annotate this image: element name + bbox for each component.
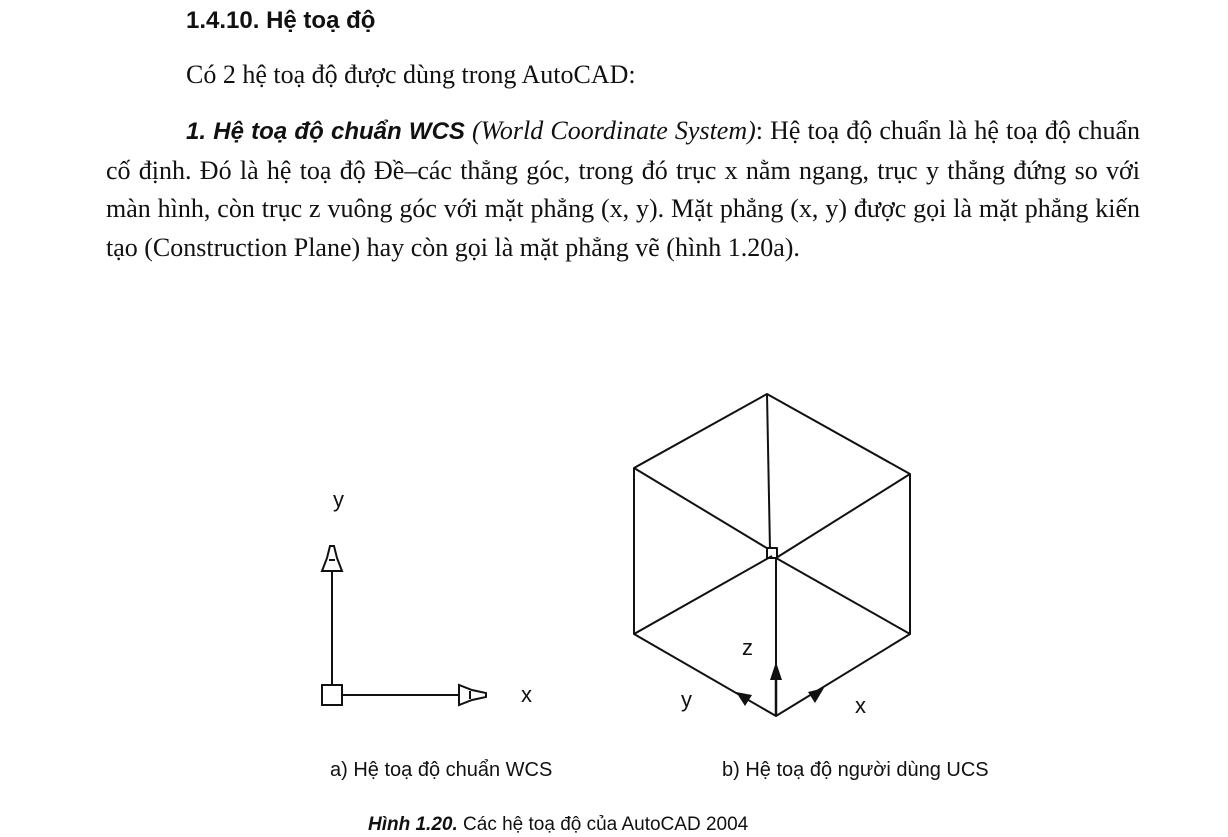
wcs-icon xyxy=(322,546,486,705)
ucs-x-arrowhead xyxy=(808,688,824,703)
cube-edge-top xyxy=(767,394,770,550)
wcs-y-arrowhead xyxy=(322,546,342,571)
caption-wcs: a) Hệ toạ độ chuẩn WCS xyxy=(330,759,553,781)
caption-ucs: b) Hệ toạ độ người dùng UCS xyxy=(722,759,989,781)
cube-edge-lower-right xyxy=(776,558,910,634)
ucs-y-label: y xyxy=(681,687,692,712)
ucs-z-label: z xyxy=(742,635,753,660)
ucs-axes xyxy=(736,662,824,716)
intro-text: Có 2 hệ toạ độ được dùng trong AutoCAD: xyxy=(186,60,636,89)
figure-caption xyxy=(368,813,748,837)
ucs-z-arrowhead xyxy=(770,662,782,680)
ucs-cube xyxy=(634,394,910,716)
cube-edge-left xyxy=(634,468,770,550)
cube-edge-right xyxy=(776,474,910,558)
wcs-x-arrowhead xyxy=(459,685,486,705)
ucs-x-label: x xyxy=(855,693,866,718)
wcs-paragraph-body: : Hệ toạ độ chuẩn là hệ toạ độ chuẩn cố định. Đó là hệ toạ độ Đề–các thẳng góc, trong đó trục x nằm ngang, trục y thẳng đứng so với màn hình, còn trục z vuông góc với mặt phẳng (x, y). Mặt phẳng (x, y) được gọi là mặt phẳng kiến tạo (Construction Plane) hay còn gọi là mặt phẳng vẽ (hình 1.20a). xyxy=(106,116,1140,262)
wcs-x-label: x xyxy=(521,682,532,707)
wcs-term-english: (World Coordinate System) xyxy=(472,116,756,145)
wcs-y-label: y xyxy=(333,487,344,512)
figure-number: Hình 1.20. xyxy=(368,814,458,835)
figure-caption-text: Các hệ toạ độ của AutoCAD 2004 xyxy=(457,814,749,835)
cube-edge-lower-left xyxy=(634,556,772,634)
ucs-y-arrowhead xyxy=(736,692,752,706)
wcs-origin-square xyxy=(322,685,342,705)
wcs-term: 1. Hệ toạ độ chuẩn WCS xyxy=(186,118,465,145)
section-title: 1.4.10. Hệ toạ độ xyxy=(186,7,376,34)
